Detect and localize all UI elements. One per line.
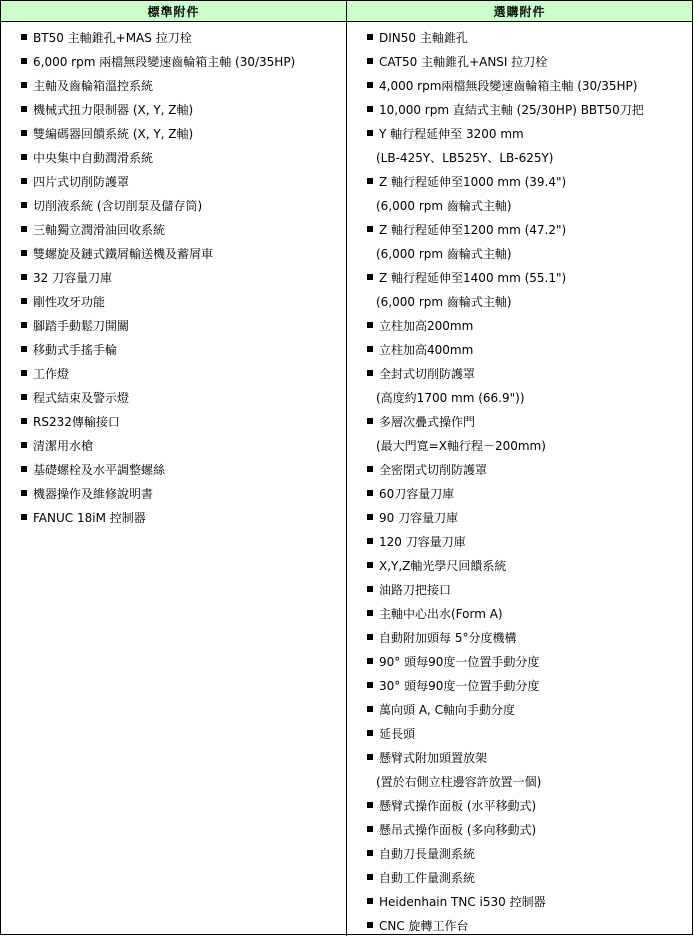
list-item (367, 481, 692, 505)
square-bullet-icon (367, 274, 373, 280)
square-bullet-icon (21, 418, 27, 424)
list-item (21, 145, 346, 169)
list-item-text: CNC 旋轉工作台 (379, 918, 469, 933)
square-bullet-icon (367, 682, 373, 688)
list-item (21, 193, 346, 217)
list-item (367, 793, 692, 817)
square-bullet-icon (21, 466, 27, 472)
list-item (367, 97, 692, 121)
list-item-text: 工作燈 (33, 366, 70, 381)
list-item-continuation (367, 145, 692, 169)
list-item (367, 913, 692, 937)
list-item-text: Y 軸行程延伸至 3200 mm (379, 126, 524, 141)
list-item-text: 機械式扭力限制器 (X, Y, Z軸) (33, 102, 194, 117)
square-bullet-icon (367, 874, 373, 880)
square-bullet-icon (367, 658, 373, 664)
list-item-text: 延長頭 (379, 726, 416, 741)
list-item-text: 移動式手搖手輪 (33, 342, 118, 357)
list-item (367, 313, 692, 337)
list-item (21, 481, 346, 505)
list-item (367, 409, 692, 433)
list-item (367, 457, 692, 481)
list-item-text: 三軸獨立潤滑油回收系統 (33, 222, 166, 237)
list-item (21, 49, 346, 73)
standard-accessories-header: 標準附件 (1, 1, 347, 21)
list-item-text: (最大門寬=X軸行程－200mm) (376, 438, 546, 453)
square-bullet-icon (367, 850, 373, 856)
list-item-text: RS232傳輸接口 (33, 414, 120, 429)
list-item-continuation (367, 289, 692, 313)
list-item (367, 673, 692, 697)
square-bullet-icon (21, 442, 27, 448)
list-item-text: 機器操作及維修說明書 (33, 486, 154, 501)
list-item (367, 601, 692, 625)
table-header-row (1, 1, 692, 22)
list-item-text: Heidenhain TNC i530 控制器 (379, 894, 546, 909)
list-item (21, 409, 346, 433)
list-item-continuation (367, 433, 692, 457)
list-item-text: DIN50 主軸錐孔 (379, 30, 468, 45)
square-bullet-icon (367, 226, 373, 232)
list-item-text: 自動刀長量測系統 (379, 846, 476, 861)
list-item (367, 841, 692, 865)
square-bullet-icon (21, 226, 27, 232)
square-bullet-icon (21, 154, 27, 160)
square-bullet-icon (21, 106, 27, 112)
list-item (367, 529, 692, 553)
square-bullet-icon (367, 82, 373, 88)
square-bullet-icon (21, 250, 27, 256)
list-item (21, 337, 346, 361)
list-item (367, 505, 692, 529)
square-bullet-icon (367, 706, 373, 712)
list-item (367, 49, 692, 73)
list-item (21, 289, 346, 313)
square-bullet-icon (367, 730, 373, 736)
square-bullet-icon (367, 634, 373, 640)
list-item (367, 865, 692, 889)
list-item (367, 817, 692, 841)
list-item (367, 73, 692, 97)
square-bullet-icon (21, 394, 27, 400)
list-item-text: 雙螺旋及鏈式鐵屑輸送機及蓄屑車 (33, 246, 214, 261)
list-item-text: (置於右側立柱邊容許放置一個) (376, 774, 542, 789)
list-item-text: 萬向頭 A, C軸向手動分度 (379, 702, 516, 717)
list-item-text: CAT50 主軸錐孔+ANSI 拉刀栓 (379, 54, 548, 69)
list-item (21, 121, 346, 145)
optional-accessories-column (347, 22, 692, 936)
list-item-text: 90 刀容量刀庫 (379, 510, 459, 525)
list-item-text: 油路刀把接口 (379, 582, 452, 597)
list-item-text: 全密閉式切削防護罩 (379, 462, 488, 477)
list-item (21, 385, 346, 409)
list-item (367, 265, 692, 289)
optional-accessories-header: 選購附件 (493, 4, 546, 19)
table-body (1, 22, 692, 936)
list-item-text: X,Y,Z軸光學尺回饋系統 (379, 558, 507, 573)
square-bullet-icon (21, 370, 27, 376)
list-item-text: 程式結束及警示燈 (33, 390, 130, 405)
list-item (367, 889, 692, 913)
square-bullet-icon (367, 562, 373, 568)
square-bullet-icon (21, 34, 27, 40)
square-bullet-icon (367, 826, 373, 832)
list-item (367, 121, 692, 145)
list-item-text: 清潔用水槍 (33, 438, 94, 453)
list-item-continuation (367, 385, 692, 409)
square-bullet-icon (21, 346, 27, 352)
list-item (367, 721, 692, 745)
list-item (21, 73, 346, 97)
list-item (21, 265, 346, 289)
list-item-text: 32 刀容量刀庫 (33, 270, 113, 285)
list-item-text: 30° 頭每90度一位置手動分度 (379, 678, 540, 693)
square-bullet-icon (367, 322, 373, 328)
square-bullet-icon (21, 274, 27, 280)
square-bullet-icon (367, 370, 373, 376)
list-item-text: 剛性攻牙功能 (33, 294, 106, 309)
list-item-text: 主軸及齒輪箱溫控系統 (33, 78, 154, 93)
list-item (367, 169, 692, 193)
list-item-text: 60刀容量刀庫 (379, 486, 455, 501)
list-item-text: 懸臂式附加頭置放架 (379, 750, 488, 765)
list-item (21, 361, 346, 385)
square-bullet-icon (21, 178, 27, 184)
list-item-text: (高度約1700 mm (66.9")) (376, 390, 525, 405)
square-bullet-icon (367, 610, 373, 616)
list-item (367, 217, 692, 241)
list-item-text: 4,000 rpm兩檔無段變速齒輪箱主軸 (30/35HP) (379, 78, 638, 93)
list-item (367, 361, 692, 385)
square-bullet-icon (367, 514, 373, 520)
list-item (21, 313, 346, 337)
list-item (367, 745, 692, 769)
list-item-continuation (367, 193, 692, 217)
square-bullet-icon (21, 82, 27, 88)
list-item-text: 120 刀容量刀庫 (379, 534, 466, 549)
list-item-continuation (367, 241, 692, 265)
list-item (367, 553, 692, 577)
list-item (21, 433, 346, 457)
square-bullet-icon (367, 466, 373, 472)
list-item-text: 多層次疊式操作門 (379, 414, 476, 429)
square-bullet-icon (367, 418, 373, 424)
list-item-text: 自動附加頭每 5°分度機構 (379, 630, 517, 645)
square-bullet-icon (367, 130, 373, 136)
list-item (367, 25, 692, 49)
list-item (367, 625, 692, 649)
list-item (21, 169, 346, 193)
list-item-text: Z 軸行程延伸至1200 mm (47.2") (379, 222, 567, 237)
square-bullet-icon (21, 514, 27, 520)
list-item (21, 505, 346, 529)
square-bullet-icon (21, 490, 27, 496)
list-item-text: 10,000 rpm 直結式主軸 (25/30HP) BBT50刀把 (379, 102, 644, 117)
list-item-text: 6,000 rpm 兩檔無段變速齒輪箱主軸 (30/35HP) (33, 54, 296, 69)
square-bullet-icon (21, 130, 27, 136)
square-bullet-icon (367, 586, 373, 592)
list-item (21, 97, 346, 121)
list-item-text: 主軸中心出水(Form A) (379, 606, 503, 621)
square-bullet-icon (367, 922, 373, 928)
list-item (367, 577, 692, 601)
list-item-text: 腳踏手動鬆刀開關 (33, 318, 130, 333)
list-item (367, 697, 692, 721)
list-item-text: 90° 頭每90度一位置手動分度 (379, 654, 540, 669)
square-bullet-icon (367, 34, 373, 40)
list-item-text: (6,000 rpm 齒輪式主軸) (376, 246, 512, 261)
list-item-text: 懸吊式操作面板 (多向移動式) (379, 822, 537, 837)
list-item-text: (6,000 rpm 齒輪式主軸) (376, 294, 512, 309)
list-item-text: Z 軸行程延伸至1000 mm (39.4") (379, 174, 567, 189)
square-bullet-icon (367, 538, 373, 544)
list-item-text: 中央集中自動潤滑系統 (33, 150, 154, 165)
list-item (21, 457, 346, 481)
square-bullet-icon (21, 202, 27, 208)
square-bullet-icon (367, 106, 373, 112)
square-bullet-icon (21, 298, 27, 304)
list-item (367, 649, 692, 673)
list-item-continuation (367, 769, 692, 793)
square-bullet-icon (367, 802, 373, 808)
square-bullet-icon (367, 58, 373, 64)
list-item-text: 切削液系統 (含切削泵及儲存筒) (33, 198, 203, 213)
square-bullet-icon (367, 490, 373, 496)
list-item-text: 基礎螺栓及水平調整螺絲 (33, 462, 166, 477)
list-item-text: 自動工件量測系統 (379, 870, 476, 885)
list-item-text: 立柱加高400mm (379, 342, 474, 357)
list-item-text: BT50 主軸錐孔+MAS 拉刀栓 (33, 30, 192, 45)
list-item-text: Z 軸行程延伸至1400 mm (55.1") (379, 270, 567, 285)
list-item-text: FANUC 18iM 控制器 (33, 510, 146, 525)
square-bullet-icon (367, 178, 373, 184)
list-item-text: 立柱加高200mm (379, 318, 474, 333)
list-item (367, 337, 692, 361)
list-item-text: (6,000 rpm 齒輪式主軸) (376, 198, 512, 213)
square-bullet-icon (367, 898, 373, 904)
square-bullet-icon (21, 322, 27, 328)
list-item (21, 241, 346, 265)
list-item (21, 217, 346, 241)
list-item-text: (LB-425Y、LB525Y、LB-625Y) (376, 150, 554, 165)
list-item-text: 懸臂式操作面板 (水平移動式) (379, 798, 537, 813)
square-bullet-icon (367, 754, 373, 760)
standard-accessories-column (1, 22, 347, 936)
list-item-text: 四片式切削防護罩 (33, 174, 130, 189)
list-item-text: 雙編碼器回饋系統 (X, Y, Z軸) (33, 126, 194, 141)
list-item-text: 全封式切削防護罩 (379, 366, 476, 381)
square-bullet-icon (367, 346, 373, 352)
square-bullet-icon (21, 58, 27, 64)
list-item (21, 25, 346, 49)
